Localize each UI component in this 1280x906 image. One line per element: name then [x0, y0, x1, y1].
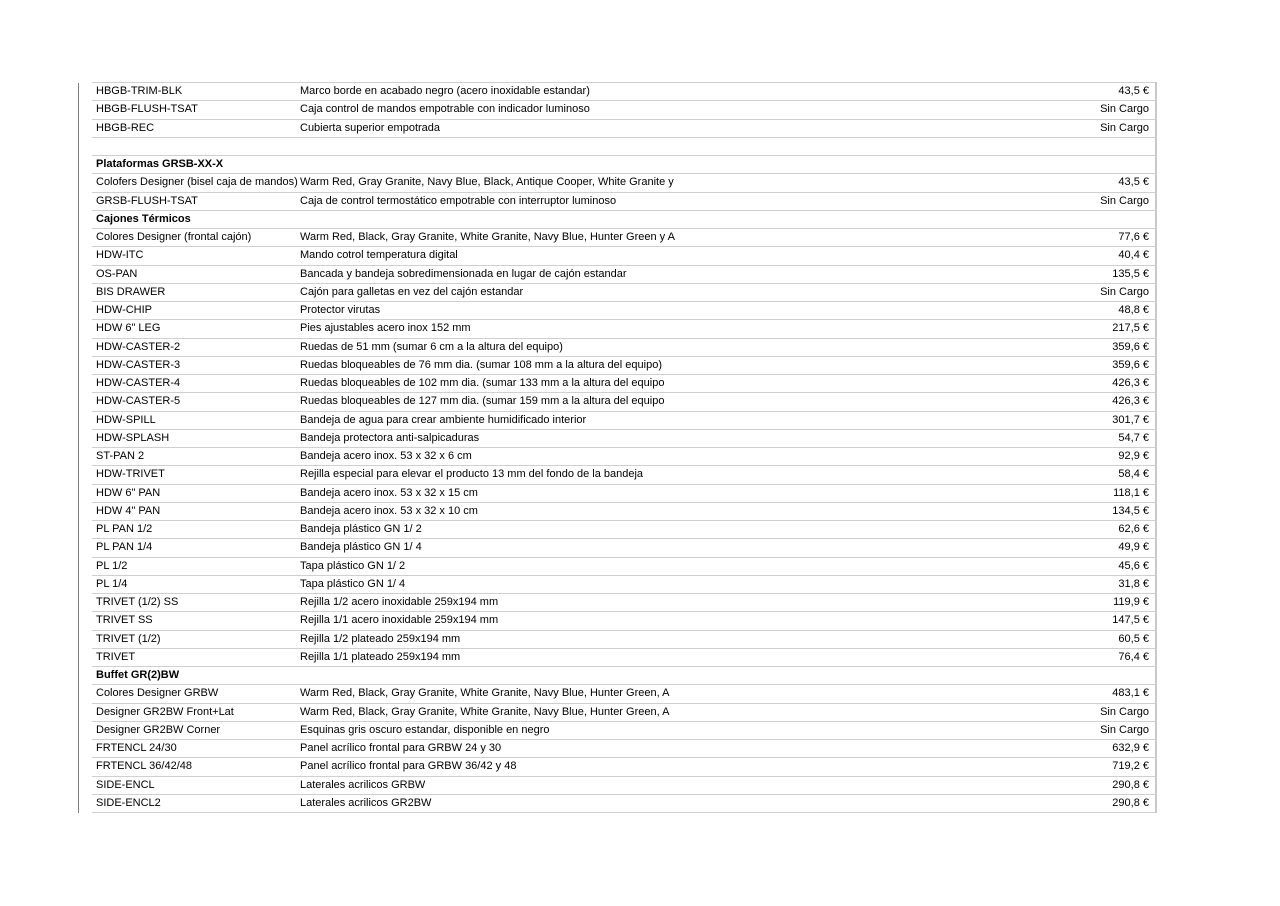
item-code-cell: Designer GR2BW Corner: [96, 723, 221, 736]
table-row: [92, 538, 1155, 556]
page-margin-rule: [78, 83, 79, 813]
item-code-cell: Cajones Térmicos: [96, 212, 191, 225]
item-description-cell: Caja control de mandos empotrable con indicador luminoso: [300, 103, 590, 116]
item-description-cell: Pies ajustables acero inox 152 mm: [300, 322, 471, 335]
item-code-cell: HDW-CASTER-3: [96, 358, 181, 371]
item-code-cell: Colores Designer GRBW: [96, 687, 219, 700]
item-code-cell: PL PAN 1/2: [96, 523, 153, 535]
item-code-cell: HDW-CASTER-2: [96, 340, 181, 353]
table-row: [92, 703, 1155, 721]
table-row: [92, 776, 1155, 794]
item-code-cell: HDW 4" PAN: [96, 504, 161, 517]
item-price-cell: 43,5 €: [1118, 85, 1149, 97]
table-row: [92, 319, 1155, 337]
table-row: [92, 411, 1155, 429]
table-row: [92, 374, 1155, 392]
table-row: [92, 739, 1155, 757]
table-row: [92, 630, 1155, 648]
item-description-cell: Ruedas bloqueables de 76 mm dia. (sumar 108 mm a la altura del equipo): [300, 358, 662, 371]
item-price-cell: 40,4 €: [1118, 249, 1149, 262]
item-code-cell: TRIVET: [96, 650, 136, 663]
item-description-cell: Bandeja acero inox. 53 x 32 x 10 cm: [300, 504, 478, 517]
table-row: [92, 447, 1155, 465]
item-description-cell: Bandeja plástico GN 1/ 4: [300, 541, 422, 554]
table-row: [92, 502, 1155, 520]
item-description-cell: Cajón para galletas en vez del cajón estandar: [300, 285, 524, 298]
item-description-cell: Warm Red, Black, Gray Granite, White Granite, Navy Blue, Hunter Green, A: [300, 687, 670, 700]
item-description-cell: Bandeja de agua para crear ambiente humidificado interior: [300, 413, 587, 426]
item-price-cell: 118,1 €: [1113, 486, 1149, 499]
item-price-cell: 31,8 €: [1118, 577, 1149, 590]
item-price-cell: 48,8 €: [1118, 304, 1149, 316]
item-price-cell: 119,9 €: [1113, 596, 1149, 608]
item-price-cell: 483,1 €: [1112, 687, 1149, 700]
item-price-cell: 77,6 €: [1118, 231, 1149, 243]
item-code-cell: PL 1/4: [96, 577, 128, 590]
item-price-cell: 43,5 €: [1118, 176, 1149, 189]
item-description-cell: Panel acrílico frontal para GRBW 36/42 y 48: [300, 760, 517, 773]
table-row: [92, 593, 1155, 611]
item-price-cell: Sin Cargo: [1100, 723, 1149, 736]
item-price-cell: 426,3 €: [1112, 395, 1149, 408]
item-description-cell: Rejilla 1/1 acero inoxidable 259x194 mm: [300, 614, 499, 627]
item-price-cell: 76,4 €: [1118, 650, 1149, 663]
item-price-cell: Sin Cargo: [1100, 194, 1149, 207]
item-price-cell: 290,8 €: [1112, 796, 1149, 809]
item-description-cell: Rejilla 1/2 acero inoxidable 259x194 mm: [300, 596, 499, 608]
item-description-cell: Warm Red, Black, Gray Granite, White Granite, Navy Blue, Hunter Green, A: [300, 705, 670, 718]
item-code-cell: TRIVET (1/2) SS: [96, 596, 179, 608]
table-row: [92, 648, 1155, 666]
item-description-cell: Rejilla especial para elevar el producto 13 mm del fondo de la bandeja: [300, 468, 644, 481]
item-description-cell: Warm Red, Gray Granite, Navy Blue, Black, Antique Cooper, White Granite y: [300, 176, 674, 189]
item-description-cell: Laterales acrilicos GR2BW: [300, 796, 432, 809]
table-row: [92, 557, 1155, 575]
item-code-cell: Colores Designer (frontal cajón): [96, 231, 252, 243]
item-description-cell: Rejilla 1/2 plateado 259x194 mm: [300, 632, 461, 645]
item-price-cell: Sin Cargo: [1100, 285, 1149, 298]
table-row: [92, 520, 1155, 538]
item-price-cell: 135,5 €: [1112, 267, 1149, 280]
table-row: [92, 575, 1155, 593]
item-code-cell: HDW-CASTER-4: [96, 377, 181, 389]
item-price-cell: 217,5 €: [1112, 322, 1149, 335]
item-code-cell: HDW 6" LEG: [96, 322, 161, 335]
item-code-cell: FRTENCL 36/42/48: [96, 760, 192, 773]
item-description-cell: Cubierta superior empotrada: [300, 121, 441, 134]
item-code-cell: ST-PAN 2: [96, 450, 145, 462]
item-code-cell: Buffet GR(2)BW: [96, 669, 180, 681]
table-row: [92, 338, 1155, 356]
item-code-cell: GRSB-FLUSH-TSAT: [96, 194, 198, 207]
item-price-cell: 60,5 €: [1118, 632, 1149, 645]
item-code-cell: TRIVET (1/2): [96, 632, 161, 645]
table-row: [92, 721, 1155, 739]
item-description-cell: Esquinas gris oscuro estandar, disponible en negro: [300, 723, 550, 736]
item-description-cell: Mando cotrol temperatura digital: [300, 249, 458, 262]
table-row: [92, 392, 1155, 410]
table-row: [92, 484, 1155, 502]
table-row: [92, 228, 1155, 246]
item-price-cell: 92,9 €: [1118, 450, 1149, 462]
blank-row: [92, 137, 1155, 155]
item-description-cell: Ruedas de 51 mm (sumar 6 cm a la altura del equipo): [300, 340, 563, 353]
item-code-cell: HDW-TRIVET: [96, 468, 165, 481]
section-header-row: [92, 155, 1155, 173]
item-code-cell: HDW-ITC: [96, 249, 144, 262]
table-row: [92, 429, 1155, 447]
table-row: [92, 301, 1155, 319]
item-price-cell: 719,2 €: [1112, 760, 1149, 773]
table-row: [92, 283, 1155, 301]
item-description-cell: Tapa plástico GN 1/ 4: [300, 577, 406, 590]
item-price-cell: Sin Cargo: [1100, 103, 1149, 116]
item-price-cell: 49,9 €: [1118, 541, 1149, 554]
section-header-row: [92, 210, 1155, 228]
table-row: [92, 173, 1155, 191]
item-description-cell: Ruedas bloqueables de 127 mm dia. (sumar 159 mm a la altura del equipo: [300, 395, 665, 408]
item-code-cell: Designer GR2BW Front+Lat: [96, 705, 234, 718]
item-description-cell: Laterales acrilicos GRBW: [300, 778, 426, 791]
table-row: [92, 465, 1155, 483]
item-code-cell: Plataformas GRSB-XX-X: [96, 158, 224, 170]
item-code-cell: HBGB-FLUSH-TSAT: [96, 103, 198, 116]
item-description-cell: Bandeja protectora anti-salpicaduras: [300, 431, 480, 444]
item-code-cell: HDW 6" PAN: [96, 486, 161, 499]
item-description-cell: Bancada y bandeja sobredimensionada en lugar de cajón estandar: [300, 267, 627, 280]
item-description-cell: Bandeja acero inox. 53 x 32 x 15 cm: [300, 486, 478, 499]
item-price-cell: 45,6 €: [1118, 559, 1149, 572]
item-price-cell: 301,7 €: [1112, 413, 1149, 426]
item-code-cell: PL 1/2: [96, 559, 128, 572]
item-code-cell: Colofers Designer (bisel caja de mandos): [96, 176, 298, 189]
item-code-cell: HDW-CHIP: [96, 304, 153, 316]
item-description-cell: Bandeja acero inox. 53 x 32 x 6 cm: [300, 450, 472, 462]
item-price-cell: Sin Cargo: [1100, 705, 1149, 718]
item-price-cell: 62,6 €: [1118, 523, 1149, 535]
table-row: [92, 265, 1155, 283]
item-description-cell: Protector virutas: [300, 304, 381, 316]
item-code-cell: PL PAN 1/4: [96, 541, 153, 554]
section-header-row: [92, 666, 1155, 684]
item-description-cell: Panel acrílico frontal para GRBW 24 y 30: [300, 742, 502, 754]
item-code-cell: OS-PAN: [96, 267, 138, 280]
item-code-cell: HDW-SPILL: [96, 413, 156, 426]
item-description-cell: Marco borde en acabado negro (acero inoxidable estandar): [300, 85, 590, 97]
item-price-cell: 58,4 €: [1118, 468, 1149, 481]
item-price-cell: 147,5 €: [1112, 614, 1149, 627]
table-row: [92, 119, 1155, 137]
item-code-cell: TRIVET SS: [96, 614, 153, 627]
item-price-cell: 290,8 €: [1112, 778, 1149, 791]
item-price-cell: 134,5 €: [1112, 504, 1149, 517]
table-row: [92, 611, 1155, 629]
item-code-cell: FRTENCL 24/30: [96, 742, 177, 754]
table-row: [92, 100, 1155, 118]
item-description-cell: Tapa plástico GN 1/ 2: [300, 559, 406, 572]
item-price-cell: 359,6 €: [1112, 358, 1149, 371]
item-code-cell: SIDE-ENCL2: [96, 796, 161, 809]
table-row: [92, 82, 1155, 100]
table-row: [92, 192, 1155, 210]
table-row: [92, 757, 1155, 775]
item-price-cell: 359,6 €: [1112, 340, 1149, 353]
price-list-table: [92, 82, 1157, 813]
item-price-cell: Sin Cargo: [1100, 121, 1149, 134]
item-price-cell: 54,7 €: [1118, 431, 1149, 444]
table-row: [92, 246, 1155, 264]
table-row: [92, 684, 1155, 702]
table-row: [92, 794, 1155, 813]
item-code-cell: HDW-CASTER-5: [96, 395, 181, 408]
item-code-cell: BIS DRAWER: [96, 285, 166, 298]
item-code-cell: HBGB-REC: [96, 121, 155, 134]
item-code-cell: HBGB-TRIM-BLK: [96, 85, 183, 97]
item-description-cell: Bandeja plástico GN 1/ 2: [300, 523, 422, 535]
item-description-cell: Warm Red, Black, Gray Granite, White Granite, Navy Blue, Hunter Green y A: [300, 231, 675, 243]
table-row: [92, 356, 1155, 374]
item-description-cell: Ruedas bloqueables de 102 mm dia. (sumar 133 mm a la altura del equipo: [300, 377, 665, 389]
item-price-cell: 426,3 €: [1112, 377, 1149, 389]
item-price-cell: 632,9 €: [1112, 742, 1149, 754]
item-description-cell: Caja de control termostático empotrable con interruptor luminoso: [300, 194, 617, 207]
item-code-cell: HDW-SPLASH: [96, 431, 170, 444]
item-description-cell: Rejilla 1/1 plateado 259x194 mm: [300, 650, 461, 663]
item-code-cell: SIDE-ENCL: [96, 778, 155, 791]
